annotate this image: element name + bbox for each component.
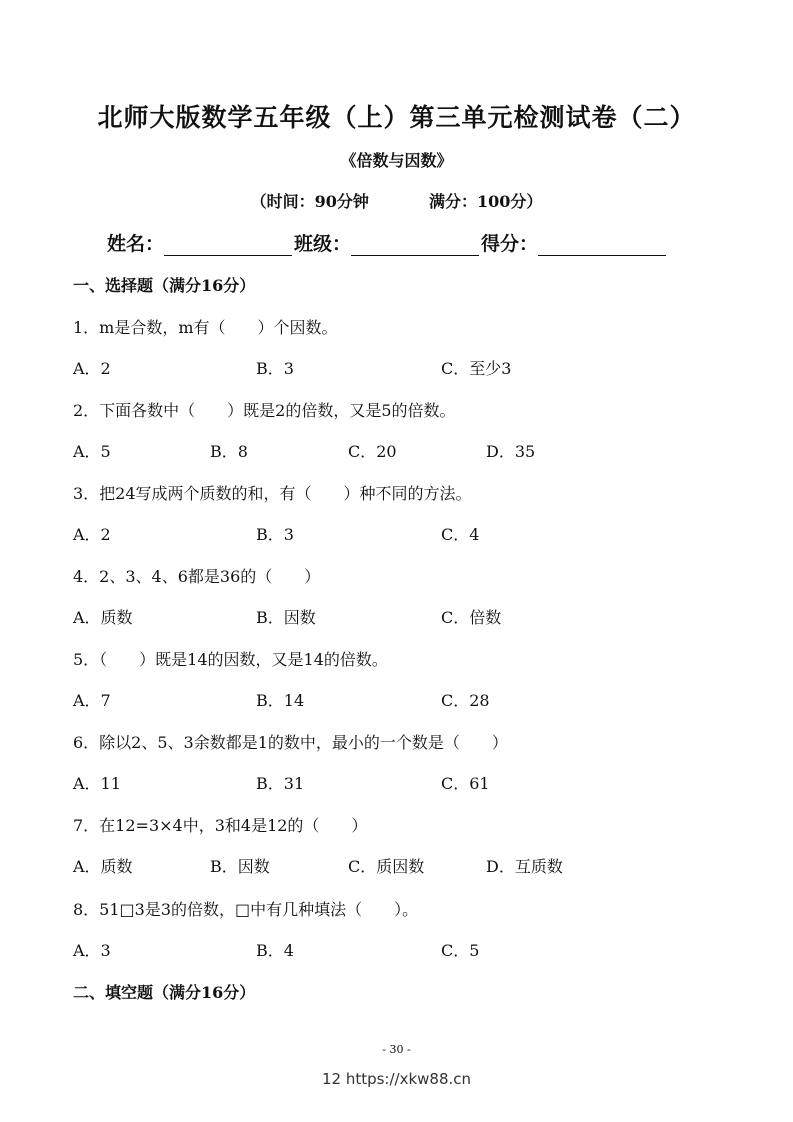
options-3 [73,522,723,544]
options-6 [73,771,723,793]
option-a[interactable]: A．7 [73,691,111,710]
name-blank[interactable] [164,235,292,256]
option-b[interactable]: B．因数 [256,608,316,627]
question-1: 1．m是合数，m有（ ）个因数。 [73,318,338,337]
page-title: 北师大版数学五年级（上）第三单元检测试卷（二） [97,103,696,132]
page-number: - 30 - [382,1043,411,1056]
option-a[interactable]: A．5 [73,442,111,461]
options-8 [73,938,723,960]
question-4: 4．2、3、4、6都是36的（ ） [73,567,321,586]
class-label: 班级： [294,233,352,255]
option-a[interactable]: A．2 [73,525,111,544]
question-6: 6．除以2、5、3余数都是1的数中，最小的一个数是（ ） [73,733,508,752]
option-c[interactable]: C．28 [441,691,490,710]
question-3: 3．把24写成两个质数的和，有（ ）种不同的方法。 [73,484,472,503]
option-c[interactable]: C．20 [348,442,397,461]
exam-info [0,189,793,212]
section-heading-choice: 一、选择题（满分16分） [73,276,256,295]
options-7 [73,854,723,876]
option-a[interactable]: A．2 [73,359,111,378]
options-4 [73,605,723,627]
option-a[interactable]: A．3 [73,941,111,960]
option-d[interactable]: D．35 [486,442,536,461]
option-d[interactable]: D．互质数 [486,857,563,876]
option-c[interactable]: C．5 [441,941,480,960]
exam-full-score: 满分：100分） [428,192,543,211]
options-5 [73,688,723,710]
name-label: 姓名： [107,233,165,255]
options-1 [73,356,723,378]
option-c[interactable]: C．61 [441,774,490,793]
score-label: 得分： [481,233,539,255]
class-blank[interactable] [351,235,479,256]
exam-time: （时间：90分钟 [250,192,369,211]
option-b[interactable]: B．8 [210,442,248,461]
subtitle: 《倍数与因数》 [340,151,453,170]
option-c[interactable]: C．至少3 [441,359,512,378]
option-b[interactable]: B．因数 [210,857,270,876]
option-b[interactable]: B．31 [256,774,305,793]
student-info-row [107,229,668,256]
option-b[interactable]: B．4 [256,941,294,960]
watermark: 12 https://xkw88.cn [321,1070,472,1088]
option-a[interactable]: A．质数 [73,857,133,876]
option-c[interactable]: C．4 [441,525,480,544]
question-8: 8．51□3是3的倍数，□中有几种填法（ ）。 [73,900,419,919]
option-b[interactable]: B．14 [256,691,305,710]
option-c[interactable]: C．质因数 [348,857,425,876]
question-5: 5．（ ）既是14的因数，又是14的倍数。 [73,650,388,669]
options-2 [73,439,723,461]
option-c[interactable]: C．倍数 [441,608,502,627]
option-a[interactable]: A．质数 [73,608,133,627]
score-blank[interactable] [538,235,666,256]
option-b[interactable]: B．3 [256,359,294,378]
option-b[interactable]: B．3 [256,525,294,544]
option-a[interactable]: A．11 [73,774,121,793]
question-2: 2．下面各数中（ ）既是2的倍数，又是5的倍数。 [73,401,456,420]
question-7: 7．在12=3×4中，3和4是12的（ ） [73,816,368,835]
section-heading-fill-blank: 二、填空题（满分16分） [73,983,256,1002]
